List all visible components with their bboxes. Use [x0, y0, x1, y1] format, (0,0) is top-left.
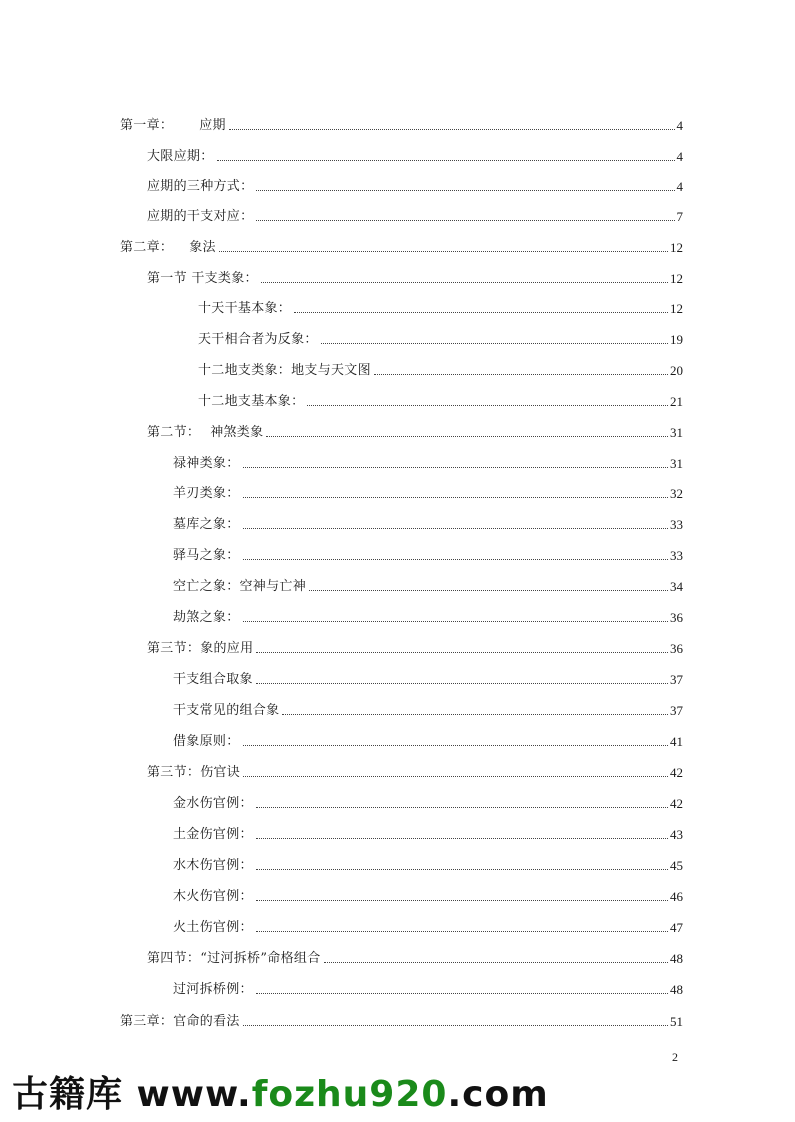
dot-leader [256, 190, 674, 191]
toc-entry-page: 46 [670, 889, 683, 904]
toc-entry-label: 空亡之象：空神与亡神 [173, 579, 307, 594]
dot-leader [256, 838, 668, 839]
toc-entry-page: 7 [676, 209, 683, 224]
dot-leader [243, 1025, 668, 1026]
toc-entry[interactable] [173, 884, 683, 906]
toc-entry[interactable] [198, 389, 683, 411]
toc-entry-label: 木火伤官例： [173, 889, 253, 904]
toc-entry-page: 36 [670, 610, 683, 625]
toc-entry-page: 37 [670, 703, 683, 718]
toc-entry-label: 干支常见的组合象 [173, 703, 280, 718]
dot-leader [243, 559, 668, 560]
toc-entry[interactable] [147, 760, 683, 782]
dot-leader [256, 869, 668, 870]
dot-leader [261, 282, 668, 283]
toc-entry-page: 4 [676, 149, 683, 164]
toc-entry-page: 48 [670, 982, 683, 997]
toc-entry-page: 34 [670, 579, 683, 594]
toc-entry[interactable] [173, 729, 683, 751]
toc-entry[interactable] [173, 451, 683, 473]
toc-entry-label: 第二节： [147, 425, 201, 440]
toc-entry-page: 20 [670, 363, 683, 378]
dot-leader [256, 900, 668, 901]
dot-leader [321, 343, 668, 344]
dot-leader [243, 745, 668, 746]
toc-entry-page: 21 [670, 394, 683, 409]
toc-entry-page: 43 [670, 827, 683, 842]
toc-entry[interactable] [173, 791, 683, 813]
toc-entry[interactable] [173, 822, 683, 844]
dot-leader [256, 652, 668, 653]
toc-entry-page: 12 [670, 271, 683, 286]
toc-entry-page: 47 [670, 920, 683, 935]
toc-entry[interactable] [147, 266, 683, 288]
toc-entry-label: 第一节 干支类象： [147, 271, 258, 286]
toc-entry-label: 土金伤官例： [173, 827, 253, 842]
dot-leader [266, 436, 668, 437]
toc-entry-page: 12 [670, 301, 683, 316]
toc-entry-title: 神煞类象 [210, 425, 264, 440]
toc-entry-label: 干支组合取象 [173, 672, 253, 687]
toc-entry-page: 45 [670, 858, 683, 873]
toc-entry-label: 应期的三种方式： [147, 179, 254, 194]
toc-entry[interactable] [147, 636, 683, 658]
toc-entry[interactable] [173, 543, 683, 565]
dot-leader [217, 160, 675, 161]
dot-leader [282, 714, 668, 715]
dot-leader [243, 467, 668, 468]
toc-entry-label: 第三节：伤官诀 [147, 765, 241, 780]
toc-entry-page: 31 [670, 456, 683, 471]
toc-entry-label: 墓库之象： [173, 517, 240, 532]
toc-entry[interactable] [173, 698, 683, 720]
watermark-suffix: .com [447, 1074, 549, 1115]
dot-leader [294, 312, 668, 313]
toc-entry-page: 41 [670, 734, 683, 749]
toc-entry[interactable] [198, 358, 683, 380]
dot-leader [243, 528, 668, 529]
toc-entry[interactable] [173, 667, 683, 689]
toc-entry-page: 33 [670, 517, 683, 532]
toc-entry-label: 借象原则： [173, 734, 240, 749]
toc-entry-label: 过河拆桥例： [173, 982, 253, 997]
dot-leader [243, 497, 668, 498]
toc-entry[interactable] [173, 481, 683, 503]
toc-entry-label: 羊刃类象： [173, 486, 240, 501]
toc-entry-page: 32 [670, 486, 683, 501]
toc-entry[interactable] [120, 1009, 683, 1031]
toc-entry-page: 42 [670, 765, 683, 780]
toc-entry-title: 象法 [189, 240, 216, 255]
site-watermark [12, 1066, 549, 1117]
toc-entry-title: 应期 [199, 118, 226, 133]
toc-entry-label: 禄神类象： [173, 456, 240, 471]
watermark-prefix: 古籍库 www. [12, 1074, 252, 1115]
toc-entry[interactable] [147, 174, 683, 196]
toc-entry-label: 劫煞之象： [173, 610, 240, 625]
toc-entry-label: 应期的干支对应： [147, 209, 254, 224]
dot-leader [243, 621, 668, 622]
toc-entry-page: 12 [670, 240, 683, 255]
toc-entry[interactable] [173, 977, 683, 999]
toc-entry-label: 十天干基本象： [198, 301, 292, 316]
dot-leader [256, 931, 668, 932]
toc-entry[interactable] [173, 915, 683, 937]
toc-entry[interactable] [147, 420, 683, 442]
toc-entry[interactable] [198, 327, 683, 349]
dot-leader [219, 251, 668, 252]
dot-leader [256, 220, 674, 221]
toc-entry-label: 十二地支类象：地支与天文图 [198, 363, 371, 378]
toc-entry-page: 42 [670, 796, 683, 811]
toc-entry[interactable] [173, 605, 683, 627]
dot-leader [256, 807, 668, 808]
toc-entry-label: 第四节：“过河拆桥”命格组合 [147, 951, 321, 966]
dot-leader [309, 590, 668, 591]
dot-leader [374, 374, 668, 375]
toc-entry-page: 4 [676, 179, 683, 194]
toc-entry[interactable] [120, 235, 683, 257]
toc-entry-label: 金水伤官例： [173, 796, 253, 811]
toc-entry-label: 天干相合者为反象： [198, 332, 318, 347]
watermark-brand: fozhu920 [251, 1074, 448, 1115]
dot-leader [307, 405, 668, 406]
toc-entry-page: 31 [670, 425, 683, 440]
toc-entry-label: 第二章： [120, 240, 174, 255]
toc-entry-label: 水木伤官例： [173, 858, 253, 873]
dot-leader [229, 129, 675, 130]
dot-leader [324, 962, 669, 963]
toc-entry-page: 51 [670, 1014, 683, 1029]
toc-entry[interactable] [147, 144, 683, 166]
toc-entry-page: 36 [670, 641, 683, 656]
toc-entry[interactable] [173, 512, 683, 534]
toc-entry[interactable] [173, 574, 683, 596]
dot-leader [256, 683, 668, 684]
toc-entry-page: 33 [670, 548, 683, 563]
toc-entry-label: 第三节：象的应用 [147, 641, 254, 656]
toc-entry[interactable] [147, 204, 683, 226]
toc-entry-label: 第一章： [120, 118, 174, 133]
toc-entry-page: 48 [670, 951, 683, 966]
toc-entry[interactable] [120, 113, 683, 135]
toc-entry[interactable] [147, 946, 683, 968]
toc-entry[interactable] [173, 853, 683, 875]
toc-entry-page: 19 [670, 332, 683, 347]
toc-entry-page: 37 [670, 672, 683, 687]
toc-entry-label: 十二地支基本象： [198, 394, 305, 409]
toc-entry-label: 火土伤官例： [173, 920, 253, 935]
toc-entry-page: 4 [676, 118, 683, 133]
toc-entry[interactable] [198, 296, 683, 318]
page-number: 2 [672, 1050, 678, 1064]
toc-entry-label: 第三章：官命的看法 [120, 1014, 240, 1029]
dot-leader [256, 993, 668, 994]
toc-entry-label: 大限应期： [147, 149, 214, 164]
toc-entry-label: 驿马之象： [173, 548, 240, 563]
dot-leader [243, 776, 668, 777]
